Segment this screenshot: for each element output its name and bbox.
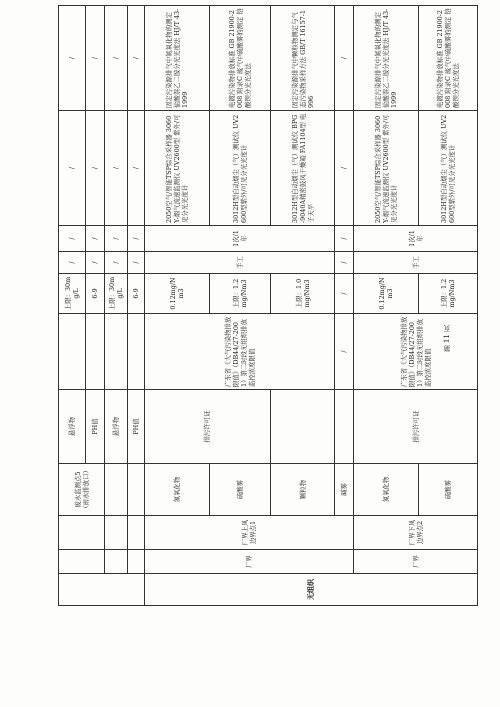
slash-cell: / bbox=[86, 252, 105, 274]
table-cell bbox=[105, 516, 128, 550]
limit-cell: 上限：30mg/L bbox=[59, 274, 86, 314]
table-cell bbox=[335, 390, 354, 464]
item-cell: 硫酸雾 bbox=[209, 464, 270, 516]
factory-cell: 厂界 bbox=[354, 550, 478, 574]
table-cell bbox=[105, 550, 128, 574]
slash-cell: / bbox=[86, 226, 105, 252]
table-cell bbox=[105, 314, 128, 390]
limit-cell: 上限：1.2mg/Nm3 bbox=[209, 274, 270, 314]
limit-cell: 0.12mg/Nm3 bbox=[354, 274, 419, 314]
manual-cell: 手工 bbox=[144, 252, 335, 274]
method-cell: 电镀污染物排放标准 GB 21900-2008 附录C 废气中硫酸雾的测定 铬酸钡分光光度法 bbox=[419, 6, 478, 111]
table-cell bbox=[59, 550, 105, 574]
method-cell: 固定污染源排气中氮氧化物的测定 盐酸萘乙二胺分光光度法 HJ/T 43-1999 bbox=[144, 6, 209, 111]
slash-cell: / bbox=[105, 252, 128, 274]
point-cell: 厂界下风边界点2 bbox=[354, 516, 478, 550]
item-cell: 氮氧化物 bbox=[144, 464, 209, 516]
slash-cell: / bbox=[335, 314, 354, 390]
slash-cell: / bbox=[335, 6, 354, 111]
slash-cell: / bbox=[335, 252, 354, 274]
manual-cell: 手工 bbox=[354, 252, 478, 274]
table-cell bbox=[59, 574, 145, 606]
item-cell: 碱雾 bbox=[335, 464, 354, 516]
limit-cell: 0.12mg/Nm3 bbox=[144, 274, 209, 314]
table-cell bbox=[128, 464, 145, 516]
table-row bbox=[59, 6, 86, 606]
limit-cell: 上限：1.0mg/Nm3 bbox=[270, 274, 335, 314]
drainage-point: 废水监测点5（雨水排放口） bbox=[59, 464, 105, 516]
rotated-table-container bbox=[58, 6, 478, 606]
table-row bbox=[354, 6, 419, 606]
instrument-cell: 2050空气/智能TSP综合采样器 3060Y-烟气流速监测仪 UV2600型 紫外/可见分光光度计 bbox=[354, 111, 419, 226]
item-cell: 硫酸雾 bbox=[419, 464, 478, 516]
slash-cell: / bbox=[128, 6, 145, 111]
item-cell: 颗粒物 bbox=[270, 464, 335, 516]
permit-cell: 排污许可证 bbox=[144, 390, 270, 464]
table-row bbox=[105, 6, 128, 606]
slash-cell: / bbox=[59, 111, 86, 226]
freq-cell: 1次/1年 bbox=[144, 226, 335, 252]
slash-cell: / bbox=[128, 252, 145, 274]
slash-cell: / bbox=[128, 226, 145, 252]
item-cell: 悬浮物 bbox=[59, 390, 86, 464]
item-cell: PH值 bbox=[86, 390, 105, 464]
table-cell bbox=[270, 390, 335, 464]
instrument-cell: 3012H型自动烟尘（气）测试仪 BPG-9040A精密鼓风干燥箱 FA1104型 电子天平 bbox=[270, 111, 335, 226]
slash-cell: / bbox=[335, 274, 354, 314]
freq-cell: 1次/1年 bbox=[354, 226, 478, 252]
slash-cell: / bbox=[86, 6, 105, 111]
standard-cell: 广东省《大气污染物排放限值》（DB44/27-2001）第二时段无组织排放监控浓度限值 bbox=[144, 314, 335, 390]
slash-cell: / bbox=[335, 111, 354, 226]
point-cell: 厂界上风边界点1 bbox=[144, 516, 353, 550]
table-row bbox=[128, 6, 145, 606]
item-cell: 氮氧化物 bbox=[354, 464, 419, 516]
slash-cell: / bbox=[105, 111, 128, 226]
standard-cell: 广东省《大气污染物排放限值》（DB44/27-2001）第二时段无组织排放监控浓度限值 bbox=[354, 314, 478, 390]
limit-cell: 6-9 bbox=[86, 274, 105, 314]
table-cell bbox=[128, 550, 145, 574]
method-cell: 固定污染源排气中颗粒物测定与气态污染物采样方法 GB/T 16157-1996 bbox=[270, 6, 335, 111]
method-cell: 电镀污染物排放标准 GB 21900-2008 附录C 废气中硫酸雾的测定 铬酸钡分光光度法 bbox=[209, 6, 270, 111]
instrument-cell: 3012H型自动烟尘（气）测试仪 UV2600型紫外/可见分光光度计 bbox=[209, 111, 270, 226]
item-cell: 悬浮物 bbox=[105, 390, 128, 464]
table-cell bbox=[59, 314, 86, 390]
category-cell: 无组织 bbox=[144, 574, 477, 606]
slash-cell: / bbox=[105, 6, 128, 111]
monitoring-table bbox=[58, 5, 478, 606]
factory-cell: 厂界 bbox=[144, 550, 353, 574]
method-cell: 固定污染源排气中氮氧化物的测定 盐酸萘乙二胺分光光度法 HJ/T 43-1999 bbox=[354, 6, 419, 111]
permit-cell: 排污许可证 bbox=[354, 390, 478, 464]
slash-cell: / bbox=[59, 6, 86, 111]
table-cell bbox=[128, 314, 145, 390]
slash-cell: / bbox=[86, 111, 105, 226]
slash-cell: / bbox=[105, 226, 128, 252]
page-number: 第 11 页 bbox=[443, 325, 451, 353]
instrument-cell: 3012H型自动烟尘（气）测试仪 UV2600型紫外/可见分光光度计 bbox=[419, 111, 478, 226]
table-cell bbox=[86, 314, 105, 390]
instrument-cell: 2050空气/智能TSP综合采样器 3060Y-烟气流速监测仪 UV2600型 紫外/可见分光光度计 bbox=[144, 111, 209, 226]
limit-cell: 6-9 bbox=[128, 274, 145, 314]
table-cell bbox=[105, 464, 128, 516]
item-cell: PH值 bbox=[128, 390, 145, 464]
slash-cell: / bbox=[128, 111, 145, 226]
table-row bbox=[144, 6, 209, 606]
slash-cell: / bbox=[59, 252, 86, 274]
limit-cell: 上限：30mg/L bbox=[105, 274, 128, 314]
slash-cell: / bbox=[335, 226, 354, 252]
table-cell bbox=[59, 516, 105, 550]
limit-cell: 上限：1.2mg/Nm3 bbox=[419, 274, 478, 314]
slash-cell: / bbox=[59, 226, 86, 252]
table-cell bbox=[128, 516, 145, 550]
